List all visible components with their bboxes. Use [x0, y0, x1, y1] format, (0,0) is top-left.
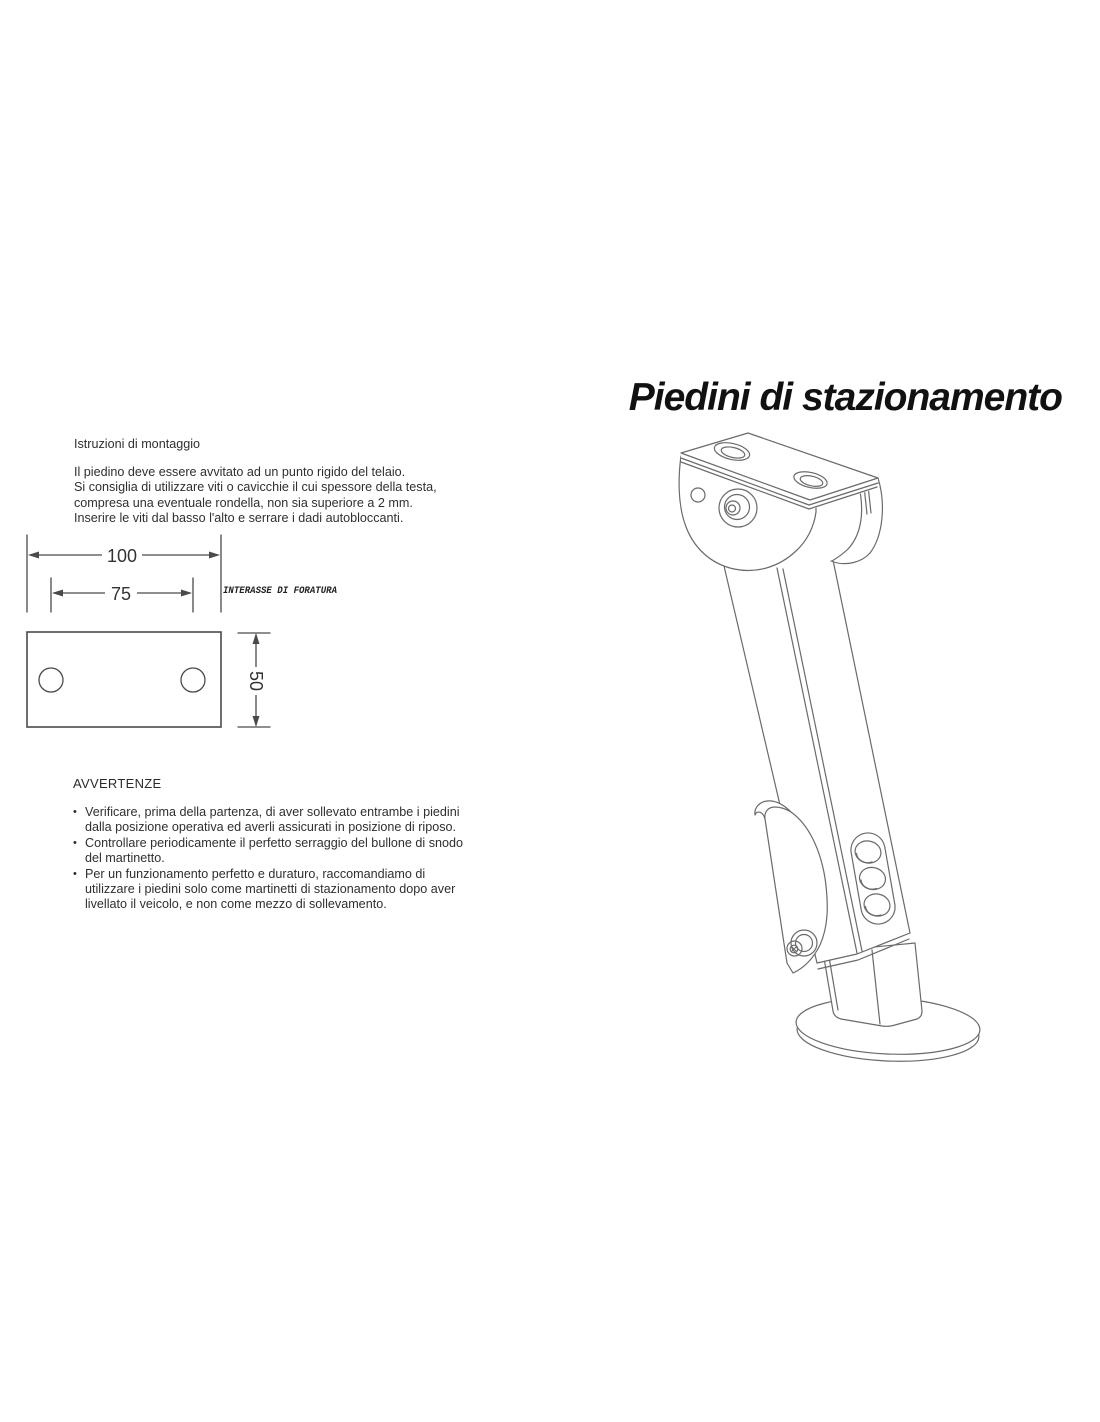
bullet-marker: • [73, 867, 77, 880]
instructions-heading: Istruzioni di montaggio [74, 437, 201, 451]
warning-line: utilizzare i piedini solo come martinetti di stazionamento dopo aver [85, 882, 456, 897]
warning-item [73, 867, 513, 913]
warning-line: Controllare periodicamente il perfetto serraggio del bullone di snodo [85, 835, 464, 850]
warning-line: del martinetto. [85, 851, 165, 866]
warning-line: dalla posizione operativa ed averli assicurati in posizione di riposo. [85, 820, 457, 835]
mounting-instructions [74, 437, 504, 527]
warnings-list [73, 805, 513, 913]
warning-line: Verificare, prima della partenza, di aver sollevato entrambe i piedini [85, 805, 460, 819]
instructions-line: Inserire le viti dal basso l'alto e serrare i dadi autobloccanti. [74, 511, 404, 526]
warning-item [73, 805, 513, 836]
dimension-50: 50 [246, 670, 266, 692]
instructions-line: Il piedino deve essere avvitato ad un punto rigido del telaio. [74, 465, 406, 479]
stabilizer-leg-drawing [612, 420, 1042, 1080]
bullet-marker: • [73, 836, 77, 849]
dimension-100: 100 [106, 546, 138, 566]
warnings-section [73, 776, 513, 913]
warning-item [73, 836, 513, 867]
dimension-lines [27, 535, 270, 727]
warning-line: livellato il veicolo, e non come mezzo di sollevamento. [85, 897, 387, 912]
instructions-paragraph [74, 465, 504, 527]
bullet-marker: • [73, 806, 77, 818]
page-title: Piedini di stazionamento [628, 376, 1062, 419]
drilling-spacing-label: INTERASSE DI FORATURA [223, 585, 337, 597]
base-plate-outline [27, 632, 221, 727]
instructions-line: Si consiglia di utilizzare viti o cavicchie il cui spessore della testa, [74, 480, 437, 495]
warning-line: Per un funzionamento perfetto e duraturo, raccomandiamo di [85, 866, 426, 881]
warnings-heading: AVVERTENZE [73, 776, 162, 791]
dimension-75: 75 [110, 584, 132, 604]
instructions-line: compresa una eventuale rondella, non sia superiore a 2 mm. [74, 495, 413, 510]
drilling-template-drawing [18, 530, 368, 750]
